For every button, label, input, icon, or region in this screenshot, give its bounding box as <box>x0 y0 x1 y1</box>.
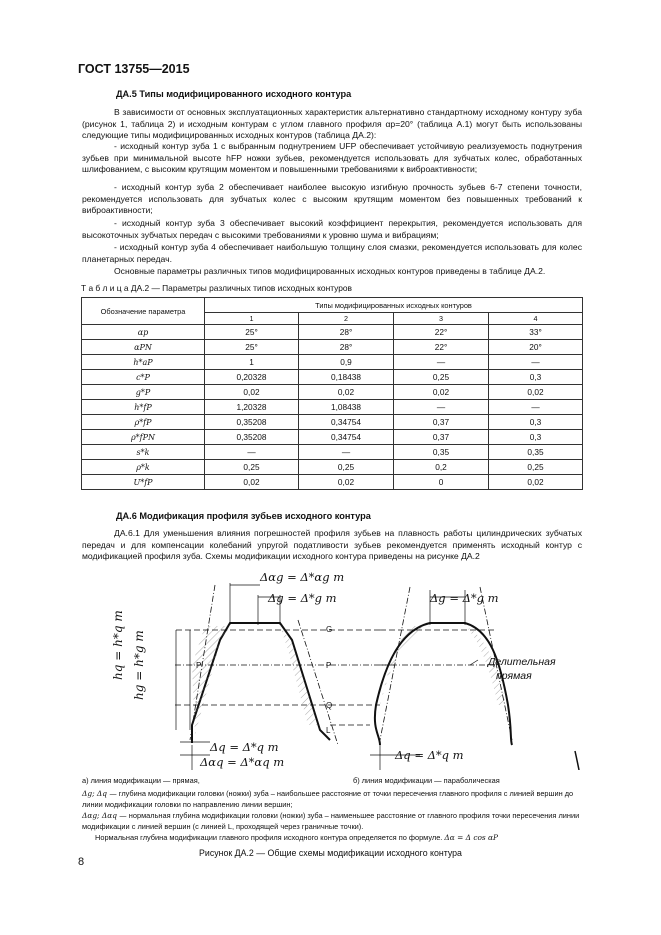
table-cell: — <box>299 445 394 460</box>
table-cell: 0,25 <box>299 460 394 475</box>
table-cell: 0 <box>394 475 489 490</box>
label-P-right: P <box>326 661 332 670</box>
table-cell: 25° <box>205 325 299 340</box>
table-row <box>82 415 583 430</box>
caption-a: а) линия модификации — прямая, <box>82 776 200 785</box>
table-cell: 0,9 <box>299 355 394 370</box>
table-caption-prefix: Т а б л и ц а <box>81 283 129 293</box>
page-number: 8 <box>78 856 85 868</box>
contour-types-header: Типы модифицированных исходных контуров <box>205 298 583 313</box>
param-symbol: ρ*fP <box>82 415 205 430</box>
column-header: 4 <box>489 313 583 325</box>
table-cell: 0,02 <box>489 475 583 490</box>
table-cell: 0,35208 <box>205 430 299 445</box>
table-cell: 1,08438 <box>299 400 394 415</box>
reference-lines <box>175 630 495 725</box>
table-cell: 0,20328 <box>205 370 299 385</box>
param-column-header: Обозначение параметра <box>82 298 205 325</box>
table-cell: — <box>489 400 583 415</box>
label-delta-g-a: Δg = Δ*g m <box>268 591 337 605</box>
document-header: ГОСТ 13755—2015 <box>78 62 190 76</box>
table-row <box>82 460 583 475</box>
table-row <box>82 325 583 340</box>
table-cell: 22° <box>394 325 489 340</box>
table-cell: 0,18438 <box>299 370 394 385</box>
param-symbol: αPN <box>82 340 205 355</box>
column-header: 3 <box>394 313 489 325</box>
param-symbol: s*k <box>82 445 205 460</box>
table-cell: 33° <box>489 325 583 340</box>
table-cell: 0,37 <box>394 415 489 430</box>
label-delta-g-b: Δg = Δ*g m <box>430 591 499 605</box>
bullet-contour-3: - исходный контур зуба 3 обеспечивает высокий коэффициент перекрытия, рекомендуется использовать для высокоточных зубчатых передач с высокими требованиями к уровню шума и вибрациям; <box>82 218 582 240</box>
note-1-symbol: Δg; Δq — <box>82 789 117 798</box>
table-row <box>82 445 583 460</box>
table-row <box>82 370 583 385</box>
table-cell: — <box>205 445 299 460</box>
table-cell: 0,02 <box>394 385 489 400</box>
table-cell: 0,34754 <box>299 415 394 430</box>
param-symbol: ρ*k <box>82 460 205 475</box>
table-cell: 28° <box>299 325 394 340</box>
label-pitch-line-1: Делительная <box>488 656 556 668</box>
note-2 <box>82 811 582 832</box>
column-header: 1 <box>205 313 299 325</box>
table-row <box>82 430 583 445</box>
table-cell: 0,3 <box>489 370 583 385</box>
table-cell: — <box>489 355 583 370</box>
bullet-contour-4: - исходный контур зуба 4 обеспечивает наибольшую толщину слоя смазки, рекомендуется использовать для колес планетарных передач. <box>82 242 582 264</box>
table-cell: 22° <box>394 340 489 355</box>
label-delta-q-b: Δq = Δ*q m <box>395 748 464 762</box>
table-cell: 0,02 <box>299 475 394 490</box>
column-header: 2 <box>299 313 394 325</box>
note-1 <box>82 789 582 810</box>
table-cell: 0,02 <box>489 385 583 400</box>
table-cell: 0,25 <box>489 460 583 475</box>
next-tooth-edge <box>575 751 579 770</box>
note-3-formula: Δα = Δ cos αP <box>444 833 499 842</box>
label-L: L <box>326 726 331 735</box>
table-cell: 0,2 <box>394 460 489 475</box>
table-cell: 0,35208 <box>205 415 299 430</box>
table-cell: 0,34754 <box>299 430 394 445</box>
section-5-title: ДА.5 Типы модифицированного исходного контура <box>116 89 352 99</box>
label-pitch-line-2: прямая <box>496 670 532 682</box>
label-hg: hg = h*g m <box>132 630 146 700</box>
bullet-contour-1: - исходный контур зуба 1 с выбранным поднутрением UFP обеспечивает устойчивую реализуемость поднутрения зубьев при минимальной высоте hFP ножки зубьев, рекомендуется использовать для зубчатых колес, обработанных шлифованием, с высоким крутящим моментом и повышенными требованиями к виброактивности; <box>82 141 582 175</box>
note-3-text: Нормальная глубина модификации главного профиля исходного контура определяется по формуле. <box>95 833 443 842</box>
param-symbol: αp <box>82 325 205 340</box>
table-row <box>82 355 583 370</box>
table-cell: 0,02 <box>205 385 299 400</box>
table-cell: 20° <box>489 340 583 355</box>
table-cell: 28° <box>299 340 394 355</box>
bullet-contour-2: - исходный контур зуба 2 обеспечивает наиболее высокую изгибную прочность зубьев 6-7 степени точности, рекомендуется использовать для зубчатых колес с высоким крутящим моментом без повышенных требований к виброактивности; <box>82 182 582 216</box>
table-row <box>82 475 583 490</box>
table-cell: — <box>394 355 489 370</box>
label-hq: hq = h*q m <box>111 610 125 680</box>
label-Q: Q <box>326 701 333 710</box>
section-6-paragraph: ДА.6.1 Для уменьшения влияния погрешностей профиля зубьев на плавность работы цилиндрических зубчатых передач и для компенсации колебаний упругой податливости зубьев рекомендуется применять исходный контур с модификацией профиля зуба. Схемы модификации исходного контура приведены на рисунке ДА.2 <box>82 528 582 562</box>
table-cell: 0,25 <box>205 460 299 475</box>
param-symbol: h*fP <box>82 400 205 415</box>
table-cell: — <box>394 400 489 415</box>
section-6-title: ДА.6 Модификация профиля зубьев исходного контура <box>116 511 371 521</box>
section-5-paragraph: В зависимости от основных эксплуатационных характеристик альтернативно стандартному исходному контуру зуба (рисунок 1, таблица 2) и исходным контурам с углом главного профиля αp=20° (таблица А.1) могут быть использованы следующие типы модифицированных исходных контуров (таблица ДА.2): <box>82 107 582 141</box>
label-G: G <box>326 625 333 634</box>
table-cell: 0,3 <box>489 415 583 430</box>
table-cell: 1,20328 <box>205 400 299 415</box>
table-reference-paragraph: Основные параметры различных типов модифицированных исходных контуров приведены в таблице ДА.2. <box>114 266 546 276</box>
table-cell: 0,37 <box>394 430 489 445</box>
table-cell: 0,25 <box>394 370 489 385</box>
label-delta-alpha-g: Δαg = Δ*αg m <box>260 570 345 584</box>
note-2-text: нормальная глубина модификации головки (ножки) зуба – наименьшее расстояние от главного профиля точки пересечения линии модификации с линией вершин (с линией L, проходящей через граничные точки). <box>82 811 580 831</box>
table-cell: 25° <box>205 340 299 355</box>
caption-b: б) линия модификации — параболическая <box>353 776 500 785</box>
param-symbol: U*fP <box>82 475 205 490</box>
parameters-table <box>81 297 583 490</box>
note-3 <box>95 833 585 844</box>
table-row <box>82 340 583 355</box>
figure-caption: Рисунок ДА.2 — Общие схемы модификации исходного контура <box>199 848 462 858</box>
table-cell: 1 <box>205 355 299 370</box>
table-cell: 0,02 <box>299 385 394 400</box>
param-symbol: ρ*fPN <box>82 430 205 445</box>
table-cell: 0,35 <box>394 445 489 460</box>
note-1-text: глубина модификации головки (ножки) зуба – наибольшее расстояние от точки пересечения главного профиля с линией вершин до линии модификации головки по направлению линии вершин; <box>82 789 574 809</box>
param-symbol: c*P <box>82 370 205 385</box>
label-P-left: P <box>196 661 202 670</box>
table-caption <box>81 283 352 293</box>
table-row <box>82 400 583 415</box>
label-delta-q-a: Δq = Δ*q m <box>210 740 279 754</box>
tooth-b <box>370 587 512 770</box>
note-2-symbol: Δαg; Δαq — <box>82 811 127 820</box>
label-delta-alpha-q: Δαq = Δ*αq m <box>200 755 285 769</box>
table-cell: 0,02 <box>205 475 299 490</box>
table-row <box>82 385 583 400</box>
table-cell: 0,3 <box>489 430 583 445</box>
table-caption-text: ДА.2 — Параметры различных типов исходных контуров <box>130 283 352 293</box>
param-symbol: g*P <box>82 385 205 400</box>
table-cell: 0,35 <box>489 445 583 460</box>
param-symbol: h*aP <box>82 355 205 370</box>
